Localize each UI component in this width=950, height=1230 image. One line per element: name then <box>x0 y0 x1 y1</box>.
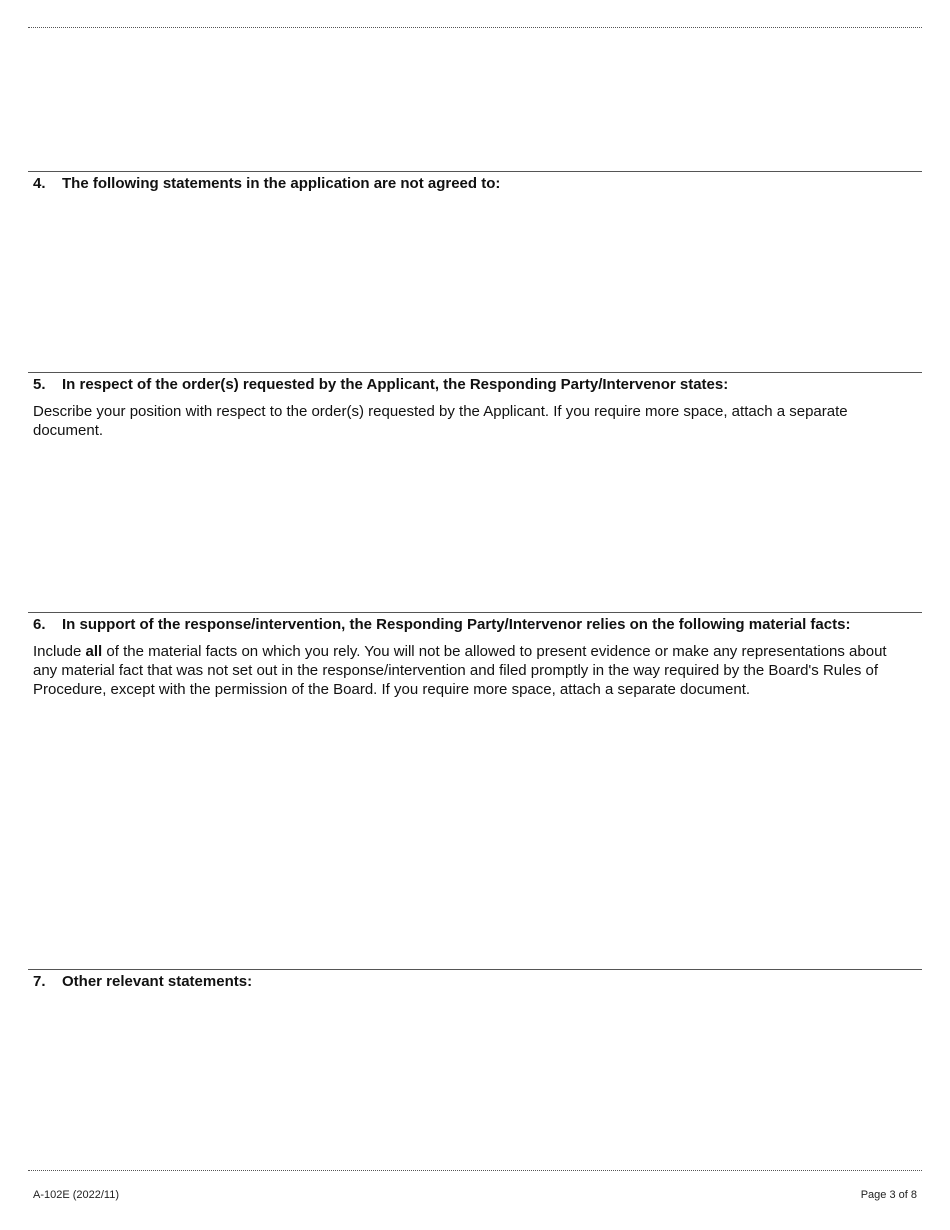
section-6-instructions-emphasis: all <box>85 643 103 660</box>
bottom-divider <box>28 1170 922 1171</box>
section-6-instructions-start: Include <box>33 643 86 660</box>
section-6-heading <box>33 616 850 634</box>
section-5-instructions: Describe your position with respect to the order(s) requested by the Applicant. If you require more space, attach a separate document. <box>33 403 848 439</box>
section-5-heading <box>33 376 728 394</box>
top-divider <box>28 27 922 28</box>
section-6-divider <box>28 612 922 613</box>
section-6-instructions <box>33 642 913 699</box>
section-6-number: 6. <box>33 616 46 633</box>
answer-area-continued[interactable] <box>28 30 922 168</box>
section-7-title: Other relevant statements: <box>62 973 253 990</box>
section-6-instructions-rest: of the material facts on which you rely. You will not be allowed to present evidence or make any representations about any material fact that was not set out in the response/intervention and filed promptly in the way required by the Board's Rules of Procedure, except with the permission of the Board. If you require more space, attach a separate document. <box>33 643 887 698</box>
section-6-answer-area[interactable] <box>28 705 922 965</box>
section-4-answer-area[interactable] <box>28 198 922 368</box>
section-7-answer-area[interactable] <box>28 996 922 1166</box>
section-4-title: The following statements in the application are not agreed to: <box>62 175 501 192</box>
page-number: Page 3 of 8 <box>860 1189 917 1201</box>
section-7-heading <box>33 973 252 991</box>
form-code: A-102E (2022/11) <box>33 1189 120 1201</box>
section-5-divider <box>28 372 922 373</box>
section-4-number: 4. <box>33 175 46 192</box>
section-7-number: 7. <box>33 973 46 990</box>
section-5-number: 5. <box>33 376 46 393</box>
section-4-heading <box>33 175 500 193</box>
section-6-title: In support of the response/intervention, the Responding Party/Intervenor relies on the following material facts: <box>62 616 851 633</box>
section-5-answer-area[interactable] <box>28 445 922 608</box>
section-4-divider <box>28 171 922 172</box>
section-5-title: In respect of the order(s) requested by the Applicant, the Responding Party/Intervenor states: <box>62 376 729 393</box>
section-7-divider <box>28 969 922 970</box>
